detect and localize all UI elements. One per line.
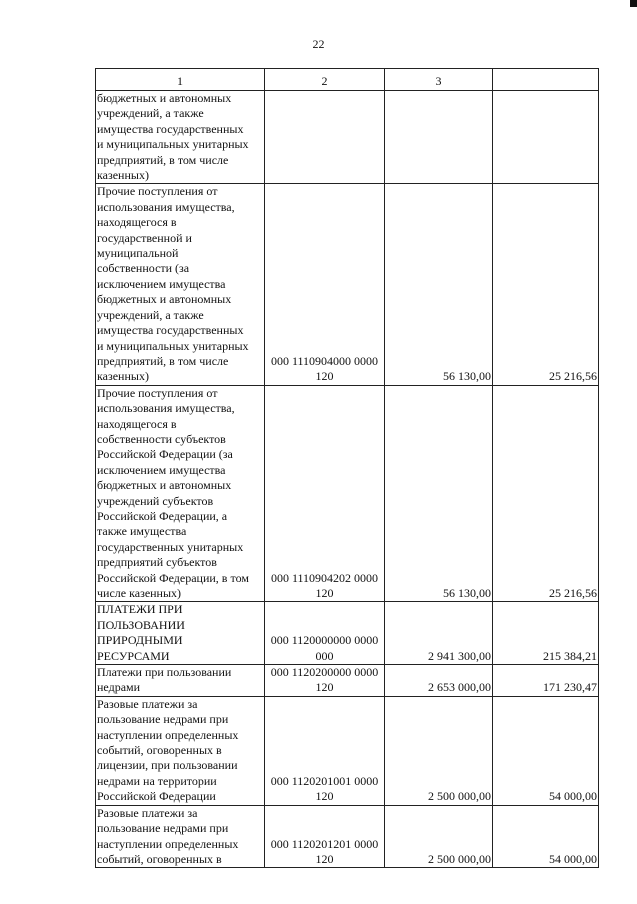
row-value-col3: 2 941 300,00 (385, 602, 493, 665)
row-value-col4: 54 000,00 (493, 805, 599, 868)
table-row (96, 91, 599, 184)
row-name: Разовые платежи за пользование недрами при наступлении определенных событий, оговоренных в (96, 805, 265, 868)
table-row (96, 385, 599, 602)
row-code: 000 1120000000 0000 000 (265, 602, 385, 665)
row-value-col4: 215 384,21 (493, 602, 599, 665)
row-value-col4 (493, 91, 599, 184)
table-row (96, 602, 599, 665)
row-value-col3: 2 500 000,00 (385, 696, 493, 805)
column-header-3: 3 (385, 69, 493, 91)
row-value-col3: 2 500 000,00 (385, 805, 493, 868)
row-value-col3 (385, 91, 493, 184)
column-header-4 (493, 69, 599, 91)
row-value-col3: 2 653 000,00 (385, 665, 493, 697)
row-name: Прочие поступления от использования имущества, находящегося в собственности субъектов Российской Федерации (за исключением имущества бюджетных и автономных учреждений субъектов Российской Федерации, а также имущества государственных унитарных предприятий субъектов Российской Федерации, в том числе казенных) (96, 385, 265, 602)
row-code: 000 1120200000 0000 120 (265, 665, 385, 697)
table-row (96, 805, 599, 868)
scan-corner-mark (630, 0, 637, 7)
page-number: 22 (312, 37, 325, 51)
row-name: Разовые платежи за пользование недрами при наступлении определенных событий, оговоренных в лицензии, при пользовании недрами на территории Российской Федерации (96, 696, 265, 805)
row-value-col3: 56 130,00 (385, 184, 493, 385)
row-value-col4: 54 000,00 (493, 696, 599, 805)
row-name: Платежи при пользовании недрами (96, 665, 265, 697)
table-row (96, 696, 599, 805)
row-name: бюджетных и автономных учреждений, а также имущества государственных и муниципальных унитарных предприятий, в том числе казенных) (96, 91, 265, 184)
column-header-1: 1 (96, 69, 265, 91)
row-name: ПЛАТЕЖИ ПРИ ПОЛЬЗОВАНИИ ПРИРОДНЫМИ РЕСУРСАМИ (96, 602, 265, 665)
row-value-col4: 25 216,56 (493, 385, 599, 602)
row-name: Прочие поступления от использования имущества, находящегося в государственной и муниципальной собственности (за исключением имущества бюджетных и автономных учреждений, а также имущества государственных и муниципальных унитарных предприятий, в том числе казенных) (96, 184, 265, 385)
row-code: 000 1120201201 0000 120 (265, 805, 385, 868)
table-row (96, 184, 599, 385)
table-header-row (96, 69, 599, 91)
row-value-col4: 171 230,47 (493, 665, 599, 697)
row-value-col3: 56 130,00 (385, 385, 493, 602)
row-code: 000 1110904202 0000 120 (265, 385, 385, 602)
revenue-table (95, 68, 599, 868)
row-code: 000 1120201001 0000 120 (265, 696, 385, 805)
column-header-2: 2 (265, 69, 385, 91)
table-row (96, 665, 599, 697)
row-code: 000 1110904000 0000 120 (265, 184, 385, 385)
row-code (265, 91, 385, 184)
row-value-col4: 25 216,56 (493, 184, 599, 385)
